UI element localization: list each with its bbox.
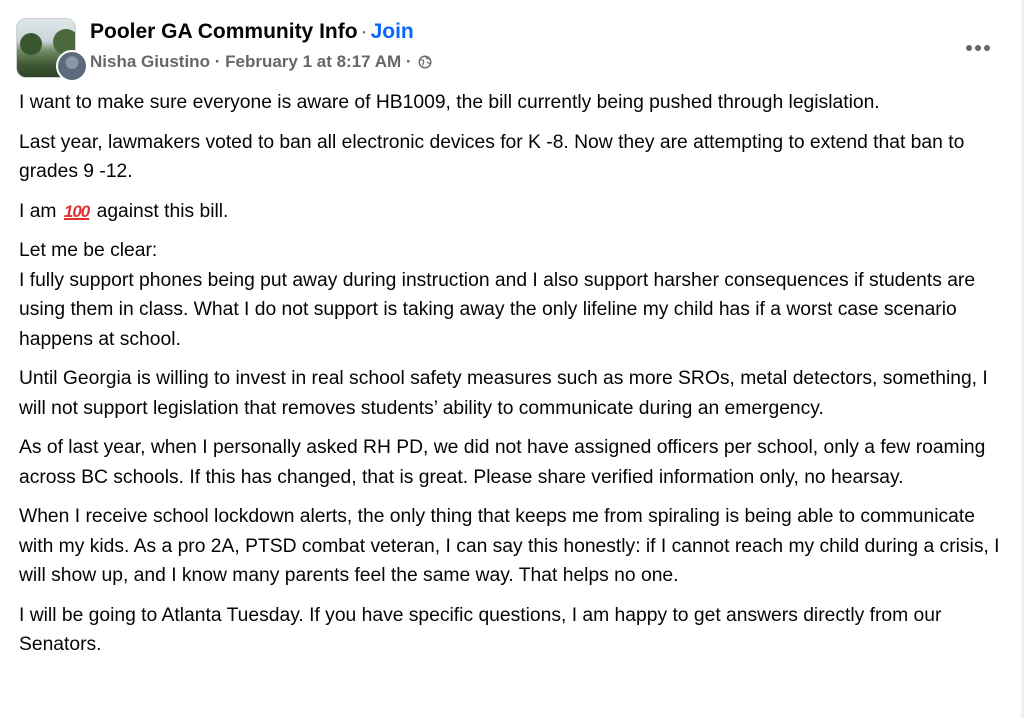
post-paragraph	[19, 197, 1009, 227]
post-paragraph: I want to make sure everyone is aware of HB1009, the bill currently being pushed through legislation.	[19, 92, 880, 113]
post-paragraph: Until Georgia is willing to invest in real school safety measures such as more SROs, metal detectors, something, I will not support legislation that removes students’ ability to communicate during an emergency.	[19, 368, 988, 419]
more-horizontal-icon	[966, 45, 972, 51]
author-name-link[interactable]: Nisha Giustino	[90, 52, 210, 71]
post-paragraph: Last year, lawmakers voted to ban all electronic devices for K -8. Now they are attempting to extend that ban to grades 9 -12.	[19, 131, 965, 182]
post-meta	[90, 52, 432, 72]
more-horizontal-icon	[984, 45, 990, 51]
post-timestamp-link[interactable]: February 1 at 8:17 AM	[225, 52, 402, 71]
window-edge	[1020, 0, 1024, 718]
paragraph-text: I am	[19, 200, 57, 222]
post-text	[19, 88, 1009, 670]
post-paragraph: As of last year, when I personally asked RH PD, we did not have assigned officers per school, only a few roaming across BC schools. If this has changed, that is great. Please share verified information only, no hearsay.	[19, 437, 986, 488]
post-paragraph: When I receive school lockdown alerts, the only thing that keeps me from spiraling is being able to communicate with my kids. As a pro 2A, PTSD combat veteran, I can say this honestly: if I cannot reach my child during a crisis, I will show up, and I know many parents feel the same way. That helps no one.	[19, 506, 1000, 586]
hundred-points-emoji: 100	[63, 201, 90, 221]
paragraph-text: Let me be clear:	[19, 240, 158, 261]
group-title-line	[90, 20, 414, 44]
post-paragraph	[19, 236, 1009, 354]
post-paragraph: I will be going to Atlanta Tuesday. If you have specific questions, I am happy to get answers directly from our Senators.	[19, 604, 942, 655]
more-options-button[interactable]	[958, 34, 998, 62]
separator-dot: ·	[360, 20, 368, 43]
author-avatar[interactable]	[56, 50, 88, 82]
join-link[interactable]: Join	[370, 20, 414, 43]
separator-dot: ·	[214, 52, 221, 71]
globe-icon[interactable]	[418, 55, 432, 69]
separator-dot: ·	[405, 52, 412, 71]
avatar-tree	[20, 33, 42, 55]
paragraph-text: against this bill.	[96, 200, 229, 222]
more-horizontal-icon	[975, 45, 981, 51]
group-name-link[interactable]: Pooler GA Community Info	[90, 20, 358, 43]
post-header	[16, 14, 1008, 84]
paragraph-text: I fully support phones being put away during instruction and I also support harsher consequences if students are using them in class. What I do not support is taking away the only lifeline my child has if a worst case scenario happens at school.	[19, 269, 976, 350]
